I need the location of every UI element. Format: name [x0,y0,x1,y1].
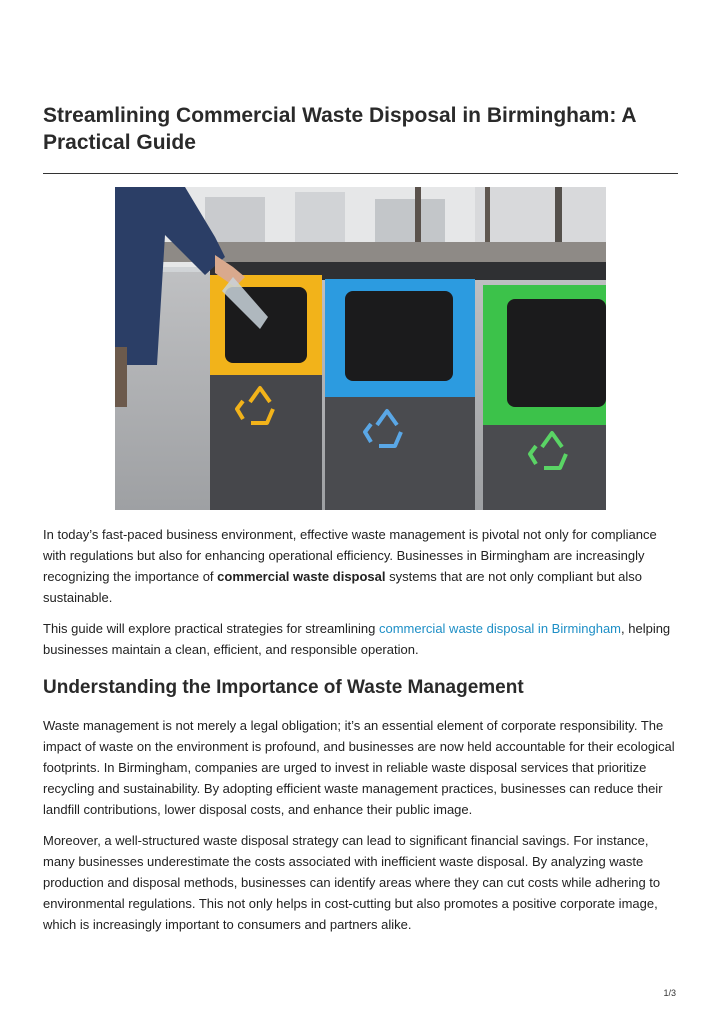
intro-text-1a: In today’s fast-paced business environment, effective waste management is pivotal not only for compliance with regulations but also for enhancing operational efficiency. Businesses in Birmingham are increasingly recognizing the importance of [43,527,657,584]
intro-paragraph-2 [43,618,683,660]
commercial-waste-link[interactable]: commercial waste disposal in Birmingham [378,621,622,636]
intro-paragraph-1 [43,524,683,608]
page-title: Streamlining Commercial Waste Disposal in Birmingham: A Practical Guide [43,104,636,154]
intro-text-2b: , helping businesses maintain a clean, efficient, and responsible operation. [43,621,671,657]
title-divider [43,173,678,174]
section-heading: Understanding the Importance of Waste Management [43,677,524,698]
section-paragraph-2: Moreover, a well-structured waste disposal strategy can lead to significant financial savings. For instance, many businesses underestimate the costs associated with inefficient waste disposal. By analyzing waste production and disposal methods, businesses can identify areas where they can cut costs while adhering to environmental regulations. This not only helps in cost-cutting but also promotes a positive corporate image, which is increasingly important to consumers and partners alike. [43,833,661,932]
intro-text-2a: This guide will explore practical strategies for streamlining [43,621,379,636]
page-number: 1/3 [663,988,676,998]
section-paragraph-1: Waste management is not merely a legal obligation; it’s an essential element of corporate responsibility. The impact of waste on the environment is profound, and businesses are now held accountable for their ecological footprints. In Birmingham, companies are urged to invest in reliable waste disposal services that prioritize recycling and sustainability. By adopting efficient waste management practices, businesses can reduce their landfill contributions, lower disposal costs, and enhance their public image. [43,718,675,817]
recycling-bins-photo [115,187,606,510]
intro-bold-term: commercial waste disposal [217,569,386,584]
intro-text-1b: systems that are not only compliant but also sustainable. [43,569,643,605]
